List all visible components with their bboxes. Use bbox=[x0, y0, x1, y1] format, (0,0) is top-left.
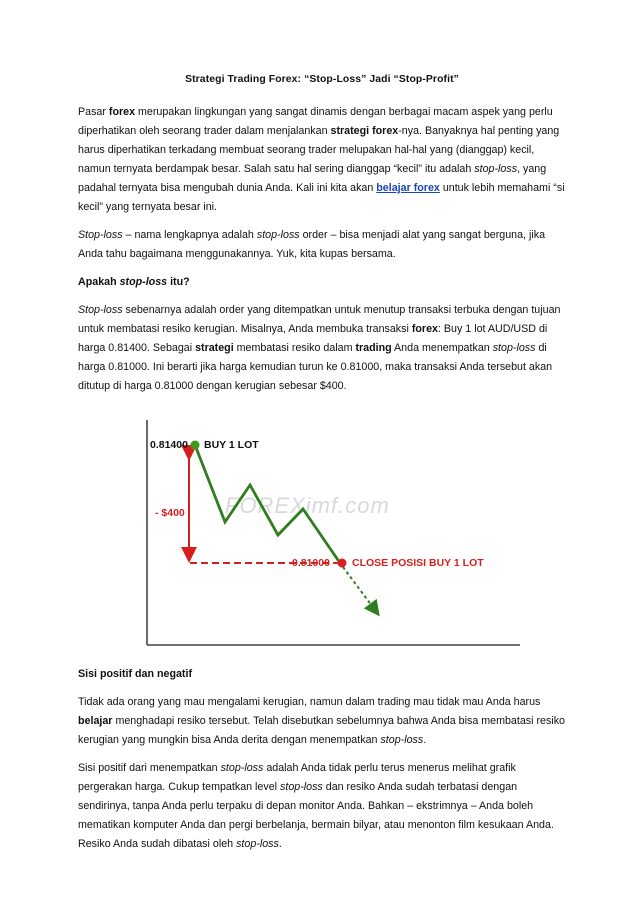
italic-text: Stop-loss bbox=[78, 229, 123, 241]
positive-side-paragraph bbox=[78, 759, 566, 854]
stop-action-label: CLOSE POSISI BUY 1 LOT bbox=[352, 557, 484, 569]
bold-text: strategi bbox=[195, 342, 234, 354]
price-figure-svg bbox=[0, 405, 638, 655]
italic-text: stop-loss bbox=[236, 838, 279, 850]
text: order – bisa menjadi alat yang sangat berguna, jika Anda tahu bagaimana menggunakannya. Yuk, kita kupas bersama. bbox=[78, 229, 546, 260]
text: . bbox=[423, 734, 427, 746]
entry-point-dot bbox=[191, 441, 200, 450]
explanation-paragraph bbox=[78, 301, 566, 396]
intro-paragraph bbox=[78, 103, 566, 217]
text: adalah Anda tidak perlu terus menerus melihat grafik pergerakan harga. Cukup tempatkan level bbox=[78, 762, 516, 793]
risk-paragraph bbox=[78, 693, 566, 750]
text: : Buy 1 lot AUD/USD di harga 0.81400. Sebagai bbox=[78, 323, 548, 354]
bold-text: belajar bbox=[78, 715, 113, 727]
text: sebenarnya adalah order yang ditempatkan untuk menutup transaksi terbuka dengan tujuan untuk membatasi resiko kerugian. Misalnya, Anda membuka transaksi bbox=[78, 304, 561, 335]
text: Pasar bbox=[78, 106, 109, 118]
italic-text: stop-loss bbox=[474, 163, 518, 175]
text: menghadapi resiko tersebut. Telah disebutkan sebelumnya bahwa Anda bisa membatasi resiko kerugian yang mungkin bisa Anda derita dengan menempatkan bbox=[78, 715, 565, 746]
bold-text: forex bbox=[108, 106, 136, 118]
text: di harga 0.81000. Ini berarti jika harga kemudian turun ke 0.81000, maka transaksi Anda tersebut akan ditutup di harga 0.81000 dengan kerugian sebesar $400. bbox=[78, 342, 553, 392]
document-page bbox=[78, 74, 566, 863]
stop-loss-illustration bbox=[0, 405, 638, 655]
text: -nya. Banyaknya hal penting yang harus diperhatikan terkadang membuat seorang trader melupakan hal-hal yang (dianggap) kecil, namun ternyata berdampak besar. Salah satu hal sering dianggap “kecil” itu adalah bbox=[78, 125, 560, 175]
text: itu? bbox=[167, 276, 190, 288]
italic-text: stop-loss bbox=[280, 781, 323, 793]
text: merupakan lingkungan yang sangat dinamis dengan berbagai macam aspek yang perlu diperhatikan oleh seorang trader dalam menjalankan bbox=[78, 106, 553, 137]
section-heading-apakah bbox=[78, 273, 566, 292]
italic-text: stop-loss bbox=[492, 342, 536, 354]
text: Sisi positif dari menempatkan bbox=[78, 762, 221, 774]
text: . bbox=[278, 838, 282, 850]
text: Tidak ada orang yang mau mengalami kerugian, namun dalam trading mau tidak mau Anda harus bbox=[78, 696, 541, 708]
watermark-logo: FOREXimf.com bbox=[225, 493, 390, 518]
italic-text: stop-loss bbox=[256, 229, 300, 241]
page-title: Strategi Trading Forex: “Stop-Loss” Jadi “Stop-Profit” bbox=[185, 74, 459, 85]
text: , yang padahal ternyata bisa mengubah dunia Anda. Kali ini kita akan bbox=[78, 163, 547, 194]
belajar-forex-link[interactable]: belajar forex bbox=[376, 182, 440, 194]
italic-text: stop-loss bbox=[380, 734, 424, 746]
bold-text: strategi forex bbox=[330, 125, 399, 137]
stop-point-dot bbox=[338, 559, 347, 568]
entry-action-label: BUY 1 LOT bbox=[204, 439, 259, 451]
bold-text: trading bbox=[355, 342, 392, 354]
stop-price-label: 0.81000 bbox=[292, 557, 330, 569]
italic-text: stop-loss bbox=[119, 276, 168, 288]
entry-price-label: 0.81400 bbox=[150, 439, 188, 451]
italic-text: Stop-loss bbox=[78, 304, 123, 316]
price-continuation-arrow bbox=[343, 567, 375, 610]
text: – nama lengkapnya adalah bbox=[122, 229, 257, 241]
definition-paragraph bbox=[78, 226, 566, 264]
text: dan resiko Anda sudah terbatasi dengan sendirinya, tanpa Anda perlu terpaku di depan monitor Anda. Bahkan – ekstrimnya – Anda boleh mematikan komputer Anda dan pergi berbelanja, bermain bilyar, atau menonton film kesukaan Anda. Resiko Anda sudah dibatasi oleh bbox=[78, 781, 554, 850]
italic-text: stop-loss bbox=[220, 762, 264, 774]
price-line bbox=[195, 445, 340, 563]
section-heading-sisi: Sisi positif dan negatif bbox=[78, 668, 193, 680]
text: Apakah bbox=[78, 276, 120, 288]
text: Anda menempatkan bbox=[391, 342, 493, 354]
bold-text: forex bbox=[411, 323, 438, 335]
loss-amount-label: - $400 bbox=[155, 507, 185, 519]
text: untuk lebih memahami “si kecil” yang ternyata besar ini. bbox=[78, 182, 565, 213]
text: membatasi resiko dalam bbox=[233, 342, 356, 354]
